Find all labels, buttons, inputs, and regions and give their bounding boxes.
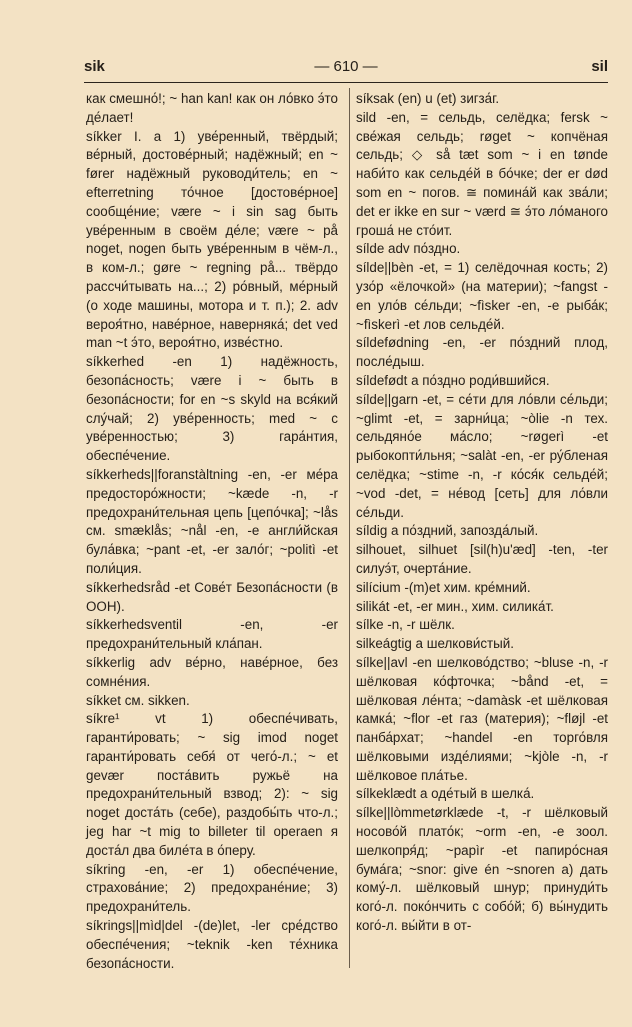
entry: silhouet, silhuet [sil(h)u'æd] -ten, -ter силуэ́т, очерта́ние. bbox=[356, 542, 608, 576]
page-header bbox=[84, 56, 608, 80]
entry: síkket см. sikken. bbox=[86, 692, 190, 708]
page-number: — 610 — bbox=[314, 58, 378, 75]
entry: silikát -et, -er мин., хим. силика́т. bbox=[356, 598, 554, 614]
left-column bbox=[86, 90, 338, 973]
entry: síkrings||mìd|del -(de)let, -ler сре́дство обеспе́чения; ~teknik -ken те́хника безопа́сности. bbox=[86, 918, 338, 971]
entry: síkkerheds||foranstàltning -en, -er ме́ра предосторо́жности; ~kæde -n, -r предохрани́тельная цепь [цепо́чка]; ~lås см. smæklås; ~nål -en, -e англи́йская була́вка; ~pant -et, -er зало́г; ~politì -et поли́ция. bbox=[86, 466, 338, 576]
entry: sílde adv по́здно. bbox=[356, 241, 461, 257]
entry: síkkerhedsventil -en, -er предохрани́тельный кла́пан. bbox=[86, 617, 338, 652]
header-right-guideword: sil bbox=[591, 58, 608, 75]
entry: как смешно́!; ~ han kan! как он ло́вко э́то де́лает! bbox=[86, 91, 338, 125]
entry: síldefødning -en, -er по́здний плод, после́дыш. bbox=[356, 335, 608, 370]
entry: sild -en, = сельдь, селёдка; fersk ~ све́жая сельдь; røget ~ копчёная сельдь; ◇ så tæt som ~ i en tønde наби́то как сельде́й в бо́чке; der er død som en ~ погов. ≅ помина́й как зва́ли; det er ikke en sur ~ værd ≅ э́то ло́маного гроша́ не сто́ит. bbox=[356, 109, 608, 238]
entry: síkring -en, -er 1) обеспе́чение, страхова́ние; 2) предохране́ние; 3) предохрани́тель. bbox=[86, 861, 338, 915]
entry: silkeágtig a шелкови́стый. bbox=[356, 636, 514, 652]
header-left-guideword: sik bbox=[84, 58, 105, 75]
entry: sílde||garn -et, = се́ти для ло́вли се́льди; ~glimt -et, = зарни́ца; ~òlie -n тех. сельдяно́е ма́сло; ~røgerì -et рыбокопти́льня; ~salàt -en, -er ру́бленая селёдка; ~stime -n, -r ко́ся́к сельде́й; ~vod -det, = не́вод [сеть] для ло́вли се́льди. bbox=[356, 391, 608, 520]
entry: síkkerlig adv ве́рно, наве́рное, без сомне́ния. bbox=[86, 654, 338, 689]
entry: silícium -(m)et хим. кре́мний. bbox=[356, 579, 531, 595]
entry: sílke||lòmmetørklæde -t, -r шёлковый носово́й плато́к; ~orm -en, -e зоол. шелкопря́д; ~papìr -et папиро́сная бума́га; ~snor: give én ~snoren а) дать кому́-л. шёлковый шнур; принуди́ть кого́-л. поко́нчить с собо́й; б) вы́нудить кого́-л. вы́йти в от- bbox=[356, 805, 608, 934]
entry: síkker I. a 1) уве́ренный, твёрдый; ве́рный, достове́рный; надёжный; en ~ fører надёжный руководи́тель; en ~ efterretning то́чное [достове́рное] сообще́ние; være ~ i sin sag быть уве́ренным в своём де́ле; være ~ på noget, nogen быть уве́ренным в чём-л., в ком-л.; gøre ~ regning på... твёрдо рассчи́тывать на...; 2) ро́вный, ме́рный (о ходе машины, мотора и т. п.); 2. adv вероя́тно, наве́рное, наверняка́; det ved man ~t э́то, вероя́тно, изве́стно. bbox=[86, 128, 338, 351]
entry: sílke -n, -r шёлк. bbox=[356, 617, 455, 633]
header-rule bbox=[84, 82, 608, 83]
right-column bbox=[356, 90, 608, 936]
entry: síkkerhedsråd -et Сове́т Безопа́сности (в ООН). bbox=[86, 579, 338, 614]
entry: sílkeklædt a оде́тый в шелка́. bbox=[356, 786, 535, 802]
entry: síldefødt a по́здно роди́вшийся. bbox=[356, 372, 550, 388]
entry: síldig a по́здний, запозда́лый. bbox=[356, 523, 539, 539]
entry: síkkerhed -en 1) надёжность, безопа́сность; være i ~ быть в безопа́сности; for en ~s skyld на вся́кий слу́чай; 2) уве́ренность; med ~ с уве́ренностью; 3) гара́нтия, обеспе́чение. bbox=[86, 354, 338, 464]
entry: sílde||bèn -et, = 1) селёдочная кость; 2) узо́р «ёлочкой» (на материи); ~fangst -en уло́в се́льди; ~fìsker -en, -e рыба́к; ~fìskerì -et лов сельде́й. bbox=[356, 260, 608, 332]
entry: sílke||avl -en шелково́дство; ~bluse -n, -r шёлковая ко́фточка; ~bånd -et, = шёлковая ле́нта; ~damàsk -et шёлковая камка́; ~flor -et газ (материя); ~fløjl -et панба́рхат; ~handel -en торго́вля шёлковыми изде́лиями; ~kjòle -n, -r шёлковое пла́тье. bbox=[356, 654, 608, 783]
entry: síksak (en) u (et) зигза́г. bbox=[356, 91, 500, 106]
column-divider bbox=[349, 88, 350, 968]
entry: síkre¹ vt 1) обеспе́чивать, гаранти́ровать; ~ sig imod noget гаранти́ровать себя́ от чего́-л.; ~ et gevær поста́вить ружьё на предохрани́тельный взвод; 2): ~ sig noget доста́ть (себе), раздобы́ть что-л.; jeg har ~t mig to billeter til operaen я доста́л два биле́та в о́перу. bbox=[86, 711, 338, 858]
